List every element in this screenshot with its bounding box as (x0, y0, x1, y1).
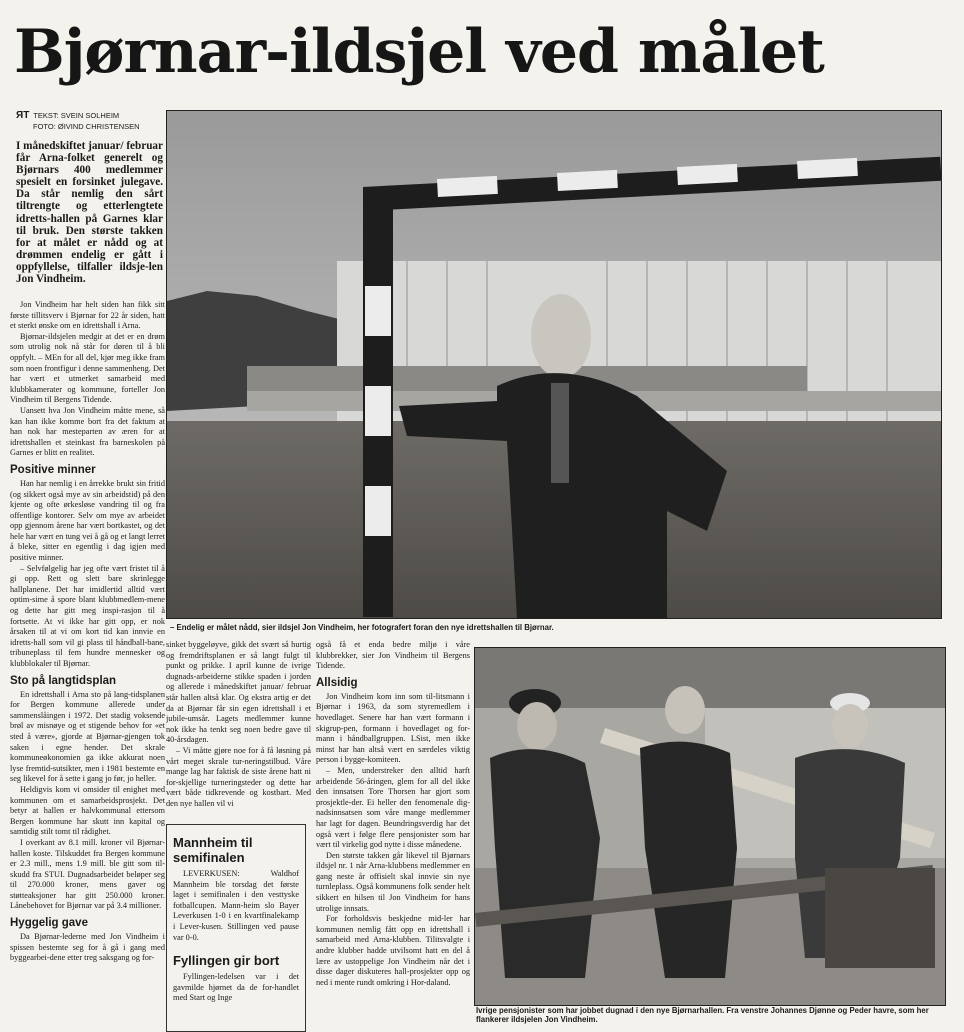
paragraph: For forholdsvis beskjedne mid-ler har kommunen nemlig fått opp en idrettshall i samarbeid med Arna-klubben. Tilitsvalgte i andre klubber hadde utvilsomt hatt en del å lære av ustoppelige Jon Vindheim når det i disse dager diskuteres hall-prosjekter opp og ned i mente rundt omkring i Hor-daland. (316, 914, 470, 987)
paragraph: Uansett hva Jon Vindheim måtte mene, så kan han ikke komme bort fra det faktum at han nok har mesteparten av æren for at idrettshallen et steinkast fra barneskolen på Garnes er blitt en realitet. (10, 405, 165, 458)
article-column-1 (10, 300, 165, 1024)
lead-paragraph: I månedskiftet januar/ februar får Arna-folket generelt og Bjørnars 400 medlemmer spesielt en forsinket julegave. Da står nemlig den sårt tiltrengte og etterlengtete idretts-hallen på Garnes klar til bruk. Den største takken for at målet er nådd og at drømmen endelig er gått i oppfyllelse, tilfaller ildsje-len Jon Vindheim. (16, 140, 163, 286)
paragraph: Heldigvis kom vi omsider til enighet med kommunen om et samarbeidsprosjekt. Det betyr at hallen er halvkommunal ettersom Bergen kommune har skutt inn kapital og samtidig stilt tomt til rådighet. (10, 784, 165, 837)
paragraph: En idrettshall i Arna sto på lang-tidsplanen for Bergen kommune allerede under sammenslåingen i 1972. Det stadig voksende brøl av misnøye og et stigende behov for «et sted å være», gjorde at Bjørnar-gjengen tok saken i egne hender. Det skrale kommuneøkonomien ga ikke akkurat noen lyse fremtid-sutsikter, men i 1981 bestemte en seg likevel for å sette i gang jo før, jo heller. (10, 689, 165, 784)
paragraph: – Vi måtte gjøre noe for å få løsning på vårt meget skrale tur-neringstilbud. Våre mange lag har faktisk de siste årene hatt ni for-skjellige turneringsteder og dette har vært både tidkrevende og kostbart. Med den nye hallen vil vi (166, 745, 311, 808)
paragraph: Jon Vindheim har helt siden han fikk sitt første tillitsverv i Bjørnar for 22 år siden, hatt et sterkt ønske om en idrettshall i Arna. (10, 300, 165, 331)
subheading: Positive minner (10, 463, 96, 476)
paragraph: Han har nemlig i en årrekke brukt sin fritid (og sikkert også mye av sin arbeidstid) på den kjente og ofte ørkesløse vandring til og fra offentlige kontorer. Selv om mye av arbeidet opp gjennom årene har vært bortkastet, og det hele har vært en tung vei å gå og et langt lerret å bleke, sitter en egentlig i dag igjen med positive minner. (10, 478, 165, 563)
article-column-3 (316, 640, 470, 1024)
paragraph: I overkant av 8.1 mill. kroner vil Bjørnar-hallen koste. Tilskuddet fra Bergen kommune er 2.3 mill., mens 1.9 mill. ble gitt som til-skudd fra STUI. Dugnadsarbeidet beløper seg til 270.000 kroner, mens gaver og støtteaksjoner har gitt 250.000 kroner. Lånebehovet for Bjørnar var på 3.4 millioner. (10, 837, 165, 911)
subheading: Hyggelig gave (10, 917, 88, 930)
photo-pensioners-work (474, 647, 946, 1006)
brief-text (167, 869, 305, 943)
paragraph: – Selvfølgelig har jeg ofte vært fristet til å gi opp. Rett og slett bare skrinlegge hallplanene. Det har imidlertid alltid vært optim-sime å spore blant klubbmedlem-mene og dette har gitt meg inspi-rasjon til å fortsette. At vi ikke har gitt opp, er nok årsaken til at vi om kort tid kan innvie en idretts-hall som vil gi plass til håndball-bane, tribuneplass til fem hundre mennesker og klubblokaler til Bjørnar. (10, 563, 165, 668)
paragraph: også få et enda bedre miljø i våre klubbrekker, sier Jon Vindheim til Bergens Tidende. (316, 640, 470, 671)
paragraph: LEVERKUSEN: Waldhof Mannheim ble torsdag det første laget i semifinalen i den vesttyske fotballcupen. Mann-heim slo Bayer Leverkusen 1-0 i en kvartfinalekamp i Lever-kusen. Stillingen ved pause var 0-0. (173, 869, 299, 942)
brief-text (167, 972, 305, 1004)
newspaper-logo: ЯТ (16, 110, 30, 121)
subheading: Sto på langtidsplan (10, 674, 117, 687)
byline (16, 110, 166, 132)
paragraph: Da Bjørnar-lederne med Jon Vindheim i spissen bestemte seg for å gå i gang med byggearbei-dene etter treg saksgang og for- (10, 932, 165, 963)
brief-heading: Mannheim til semifinalen (173, 835, 253, 865)
paragraph: sinket byggeløyve, gikk det svært så hurtig og fremdriftsplanen er så langt fulgt til punkt og prikke. I april kunne de ivrige dugnads-arbeiderne stikke spaden i jorden og allerede i månedskiftet januar/ februar står hallen altså klar. Og ekstra artig er det da at Bjørnar får sin egen idrettshall i et jubile-umsår. Lagets medlemmer kunne nok ikke ha tenkt seg noen bedre gave til 40-årsdagen. (166, 640, 311, 745)
photo-caption: – Endelig er målet nådd, sier ildsjel Jon Vindheim, her fotografert foran den nye idrettshallen til Bjørnar. (170, 623, 554, 632)
byline-photo: FOTO: ØIVIND CHRISTENSEN (33, 122, 140, 131)
brief-heading: Fyllingen gir bort (173, 953, 280, 969)
photo-vindheim-graphic (167, 111, 941, 618)
paragraph: Fyllingen-ledelsen var i det gavmilde hjørnet da de for-handlet med Start og Inge (173, 972, 299, 1003)
byline-text: TEKST: SVEIN SOLHEIM (33, 111, 120, 120)
photo-pensioners-graphic (475, 648, 945, 1005)
paragraph: Jon Vindheim kom inn som til-litsmann i Bjørnar i 1963, da som styremedlem i hovedlaget. Senere har han vært formann i skigrup-pen, formann i hovedlaget og for-mann i håndballgruppen. LSist, men ikke minst har han altså vært en særdeles viktig person i bygge-komiteen. (316, 691, 470, 765)
subheading: Allsidig (316, 676, 358, 689)
photo-caption: Ivrige pensjonister som har jobbet dugnad i den nye Bjørnarhallen. Fra venstre Johannes Djønne og Peder havre, som her flankerer ildsjelen Jon Vindheim. (476, 1006, 929, 1024)
photo-vindheim-goal (166, 110, 942, 619)
paragraph: – Men, understreker den alltid harft arbeidende 56-åringen, glem for all del ikke den innsatsen Tore Thorsen har gjort som prosjektle-der. Ei heller den fenomenale dig-nadsinnsatsen som våre mange medlemmer har lagt for dagen. Beundringsverdig har det også vært i følge flere pensjonister som har vært til virkelig god nytte i disse månedene. (316, 765, 470, 850)
article-column-2 (166, 640, 311, 820)
paragraph: Bjørnar-ildsjelen medgir at det er en drøm som utrolig nok nå står for døren til å bli oppfylt. – MEn for all del, kjør meg ikke fram som noen frontfigur i denne sammenheng. Det har vært et utmerket samarbeid med klubbkamerater og kommune, forteller Jon Vindheim til Bergens Tidende. (10, 331, 165, 405)
paragraph: Den største takken går likevel til Bjørnars ildsjel nr. 1 når Arna-klubbens medlemmer en gang neste år offisielt skal innvie sin nye turnleplass. Også kommunens folk sender helt sikkert en hilsen til Jon Vindheim for hans utrolige innsats. (316, 850, 470, 913)
headline: Bjørnar-ildsjel ved målet (14, 17, 824, 87)
sports-brief-box (166, 824, 306, 1032)
